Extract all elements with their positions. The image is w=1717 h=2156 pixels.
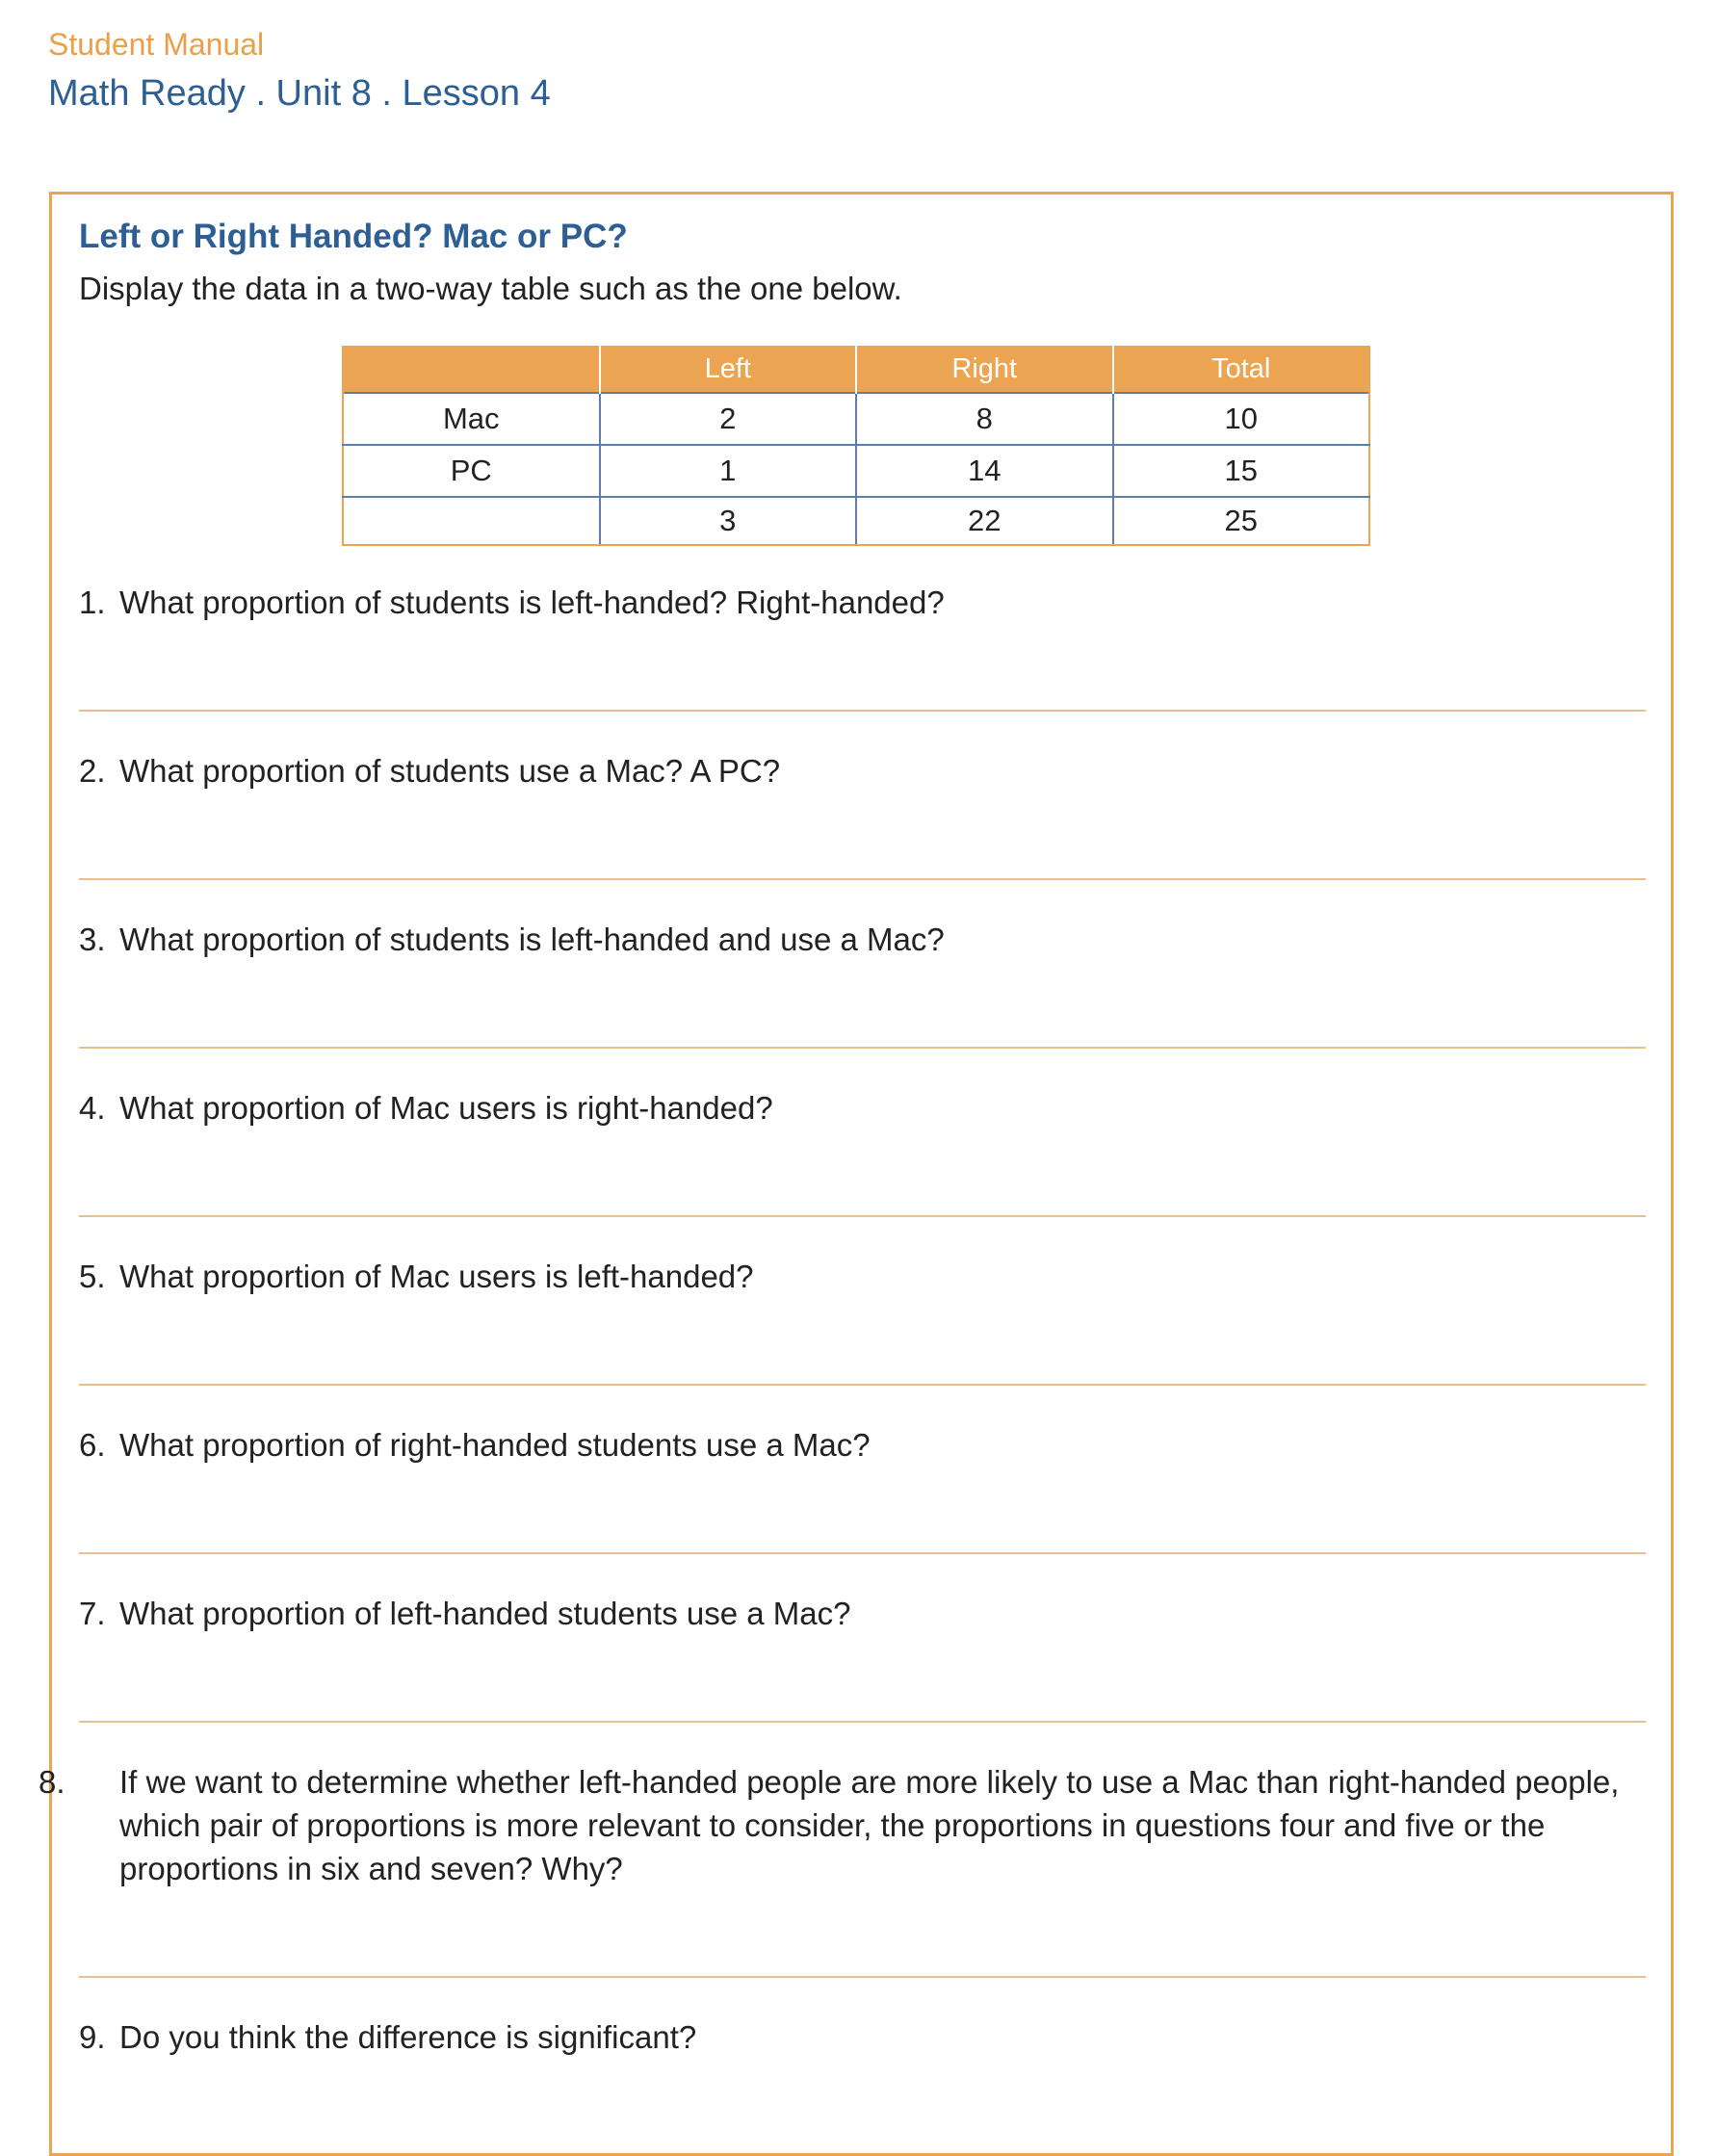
question-3-text: What proportion of students is left-handed and use a Mac? [119,922,945,957]
table-row-pc [343,445,1369,497]
answer-line-3[interactable] [79,1047,1646,1049]
header-cell-total: Total [1113,346,1370,393]
answer-line-6[interactable] [79,1552,1646,1554]
cell-mac-right: 8 [856,393,1113,445]
question-8-number: 8. [39,1764,65,1800]
answer-line-7[interactable] [79,1721,1646,1723]
question-2-text: What proportion of students use a Mac? A PC? [119,753,781,789]
question-2-number: 2. [79,753,106,789]
question-6-number: 6. [79,1427,106,1463]
lesson-title: Math Ready . Unit 8 . Lesson 4 [48,73,551,114]
question-9 [79,2015,1658,2059]
question-7-number: 7. [79,1596,106,1631]
question-4-text: What proportion of Mac users is right-handed? [119,1090,773,1126]
cell-grand-total: 25 [1113,497,1370,545]
two-way-table [342,346,1370,546]
question-5 [79,1255,1658,1298]
cell-total-left: 3 [600,497,857,545]
question-3-number: 3. [79,922,106,957]
cell-pc-total: 15 [1113,445,1370,497]
row-label-mac: Mac [343,393,600,445]
question-8-text: If we want to determine whether left-handed people are more likely to use a Mac than right-handed people, which pair of proportions is more relevant to consider, the proportions in questions four and five or the proportions in six and seven? Why? [119,1764,1620,1886]
header-cell-right: Right [856,346,1113,393]
row-label-pc: PC [343,445,600,497]
answer-line-8[interactable] [79,1976,1646,1978]
question-4 [79,1086,1658,1130]
question-8 [39,1760,1675,1890]
answer-line-4[interactable] [79,1215,1646,1217]
question-1-text: What proportion of students is left-handed? Right-handed? [119,584,945,620]
table-row-mac [343,393,1369,445]
question-3 [79,918,1658,961]
question-1-number: 1. [79,584,106,620]
answer-line-2[interactable] [79,878,1646,880]
question-5-text: What proportion of Mac users is left-handed? [119,1259,754,1294]
question-6 [79,1423,1658,1467]
question-4-number: 4. [79,1090,106,1126]
row-label-total [343,497,600,545]
header-cell-left: Left [600,346,857,393]
table-header-row [343,346,1369,393]
activity-instructions: Display the data in a two-way table such as the one below. [79,271,902,306]
question-9-number: 9. [79,2019,106,2055]
question-7 [79,1592,1658,1635]
question-1 [79,581,1658,624]
cell-total-right: 22 [856,497,1113,545]
question-7-text: What proportion of left-handed students use a Mac? [119,1596,851,1631]
question-5-number: 5. [79,1259,106,1294]
answer-line-1[interactable] [79,710,1646,712]
cell-mac-total: 10 [1113,393,1370,445]
cell-pc-right: 14 [856,445,1113,497]
question-6-text: What proportion of right-handed students use a Mac? [119,1427,871,1463]
manual-label: Student Manual [48,27,265,62]
answer-line-5[interactable] [79,1384,1646,1386]
table-row-total [343,497,1369,545]
question-9-text: Do you think the difference is significant? [119,2019,697,2055]
cell-mac-left: 2 [600,393,857,445]
cell-pc-left: 1 [600,445,857,497]
activity-title: Left or Right Handed? Mac or PC? [79,218,628,255]
question-2 [79,749,1658,792]
header-cell-blank [343,346,600,393]
